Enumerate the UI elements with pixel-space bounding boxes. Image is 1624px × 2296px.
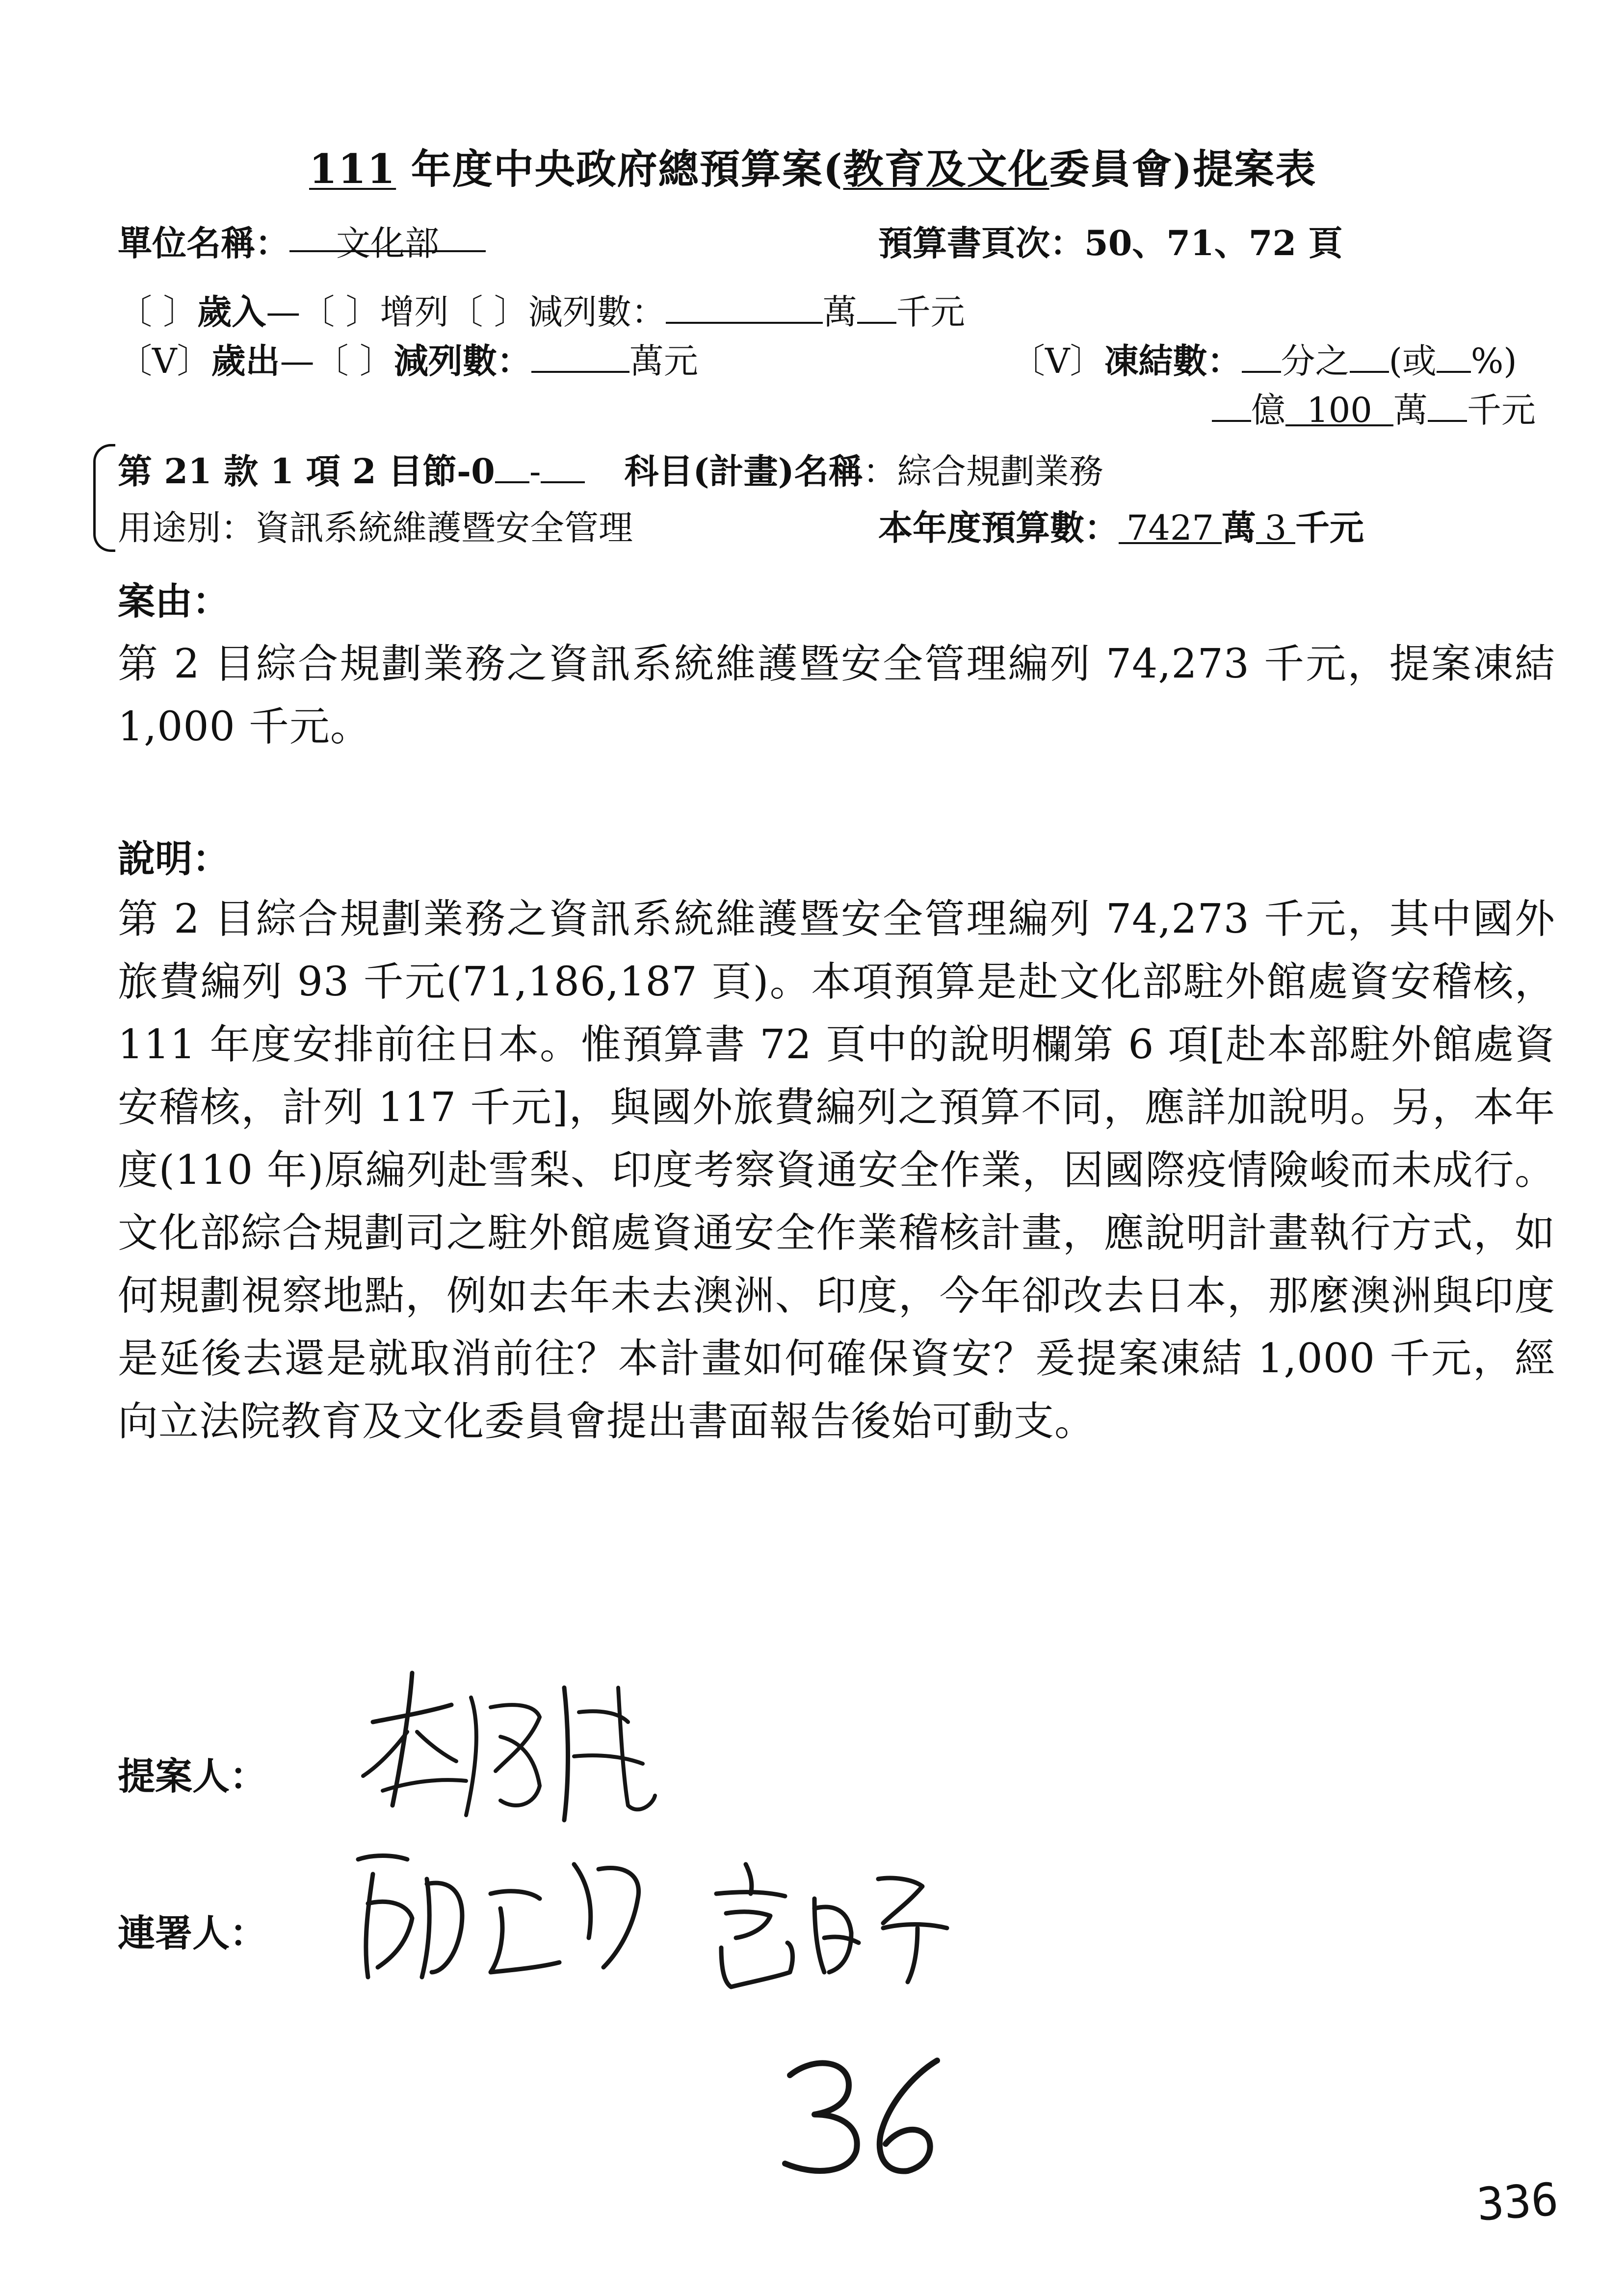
budget-wan: 萬 xyxy=(1222,507,1256,548)
freeze-checkbox: 〔V〕 xyxy=(1011,341,1104,381)
section-label: 第 21 款 1 項 2 目節-0 xyxy=(118,451,495,492)
section-dash: - xyxy=(529,451,541,492)
expense-decrease-blank xyxy=(531,337,629,373)
section-blank-1 xyxy=(495,447,529,483)
explanation-heading: 說明： xyxy=(118,837,230,881)
cosigner-signature-1 xyxy=(343,1830,657,1987)
budget-qian: 千元 xyxy=(1295,507,1364,548)
expense-wanyuan: 萬元 xyxy=(629,341,698,381)
freeze-wan-field xyxy=(1285,390,1393,430)
percent-open: (或 xyxy=(1388,341,1437,381)
freeze-yi: 億 xyxy=(1251,390,1285,430)
pages-value: 50、71、72 頁 xyxy=(1084,223,1343,263)
subject-line xyxy=(118,444,1103,494)
unit-label: 單位名稱： xyxy=(118,223,289,263)
title-text-1: 年度中央政府總預算案( xyxy=(396,146,843,193)
revenue-checkbox: 〔 〕 xyxy=(118,292,198,332)
revenue-qian-blank xyxy=(857,287,896,324)
revenue-wan-unit: 萬 xyxy=(822,292,857,332)
handwritten-number xyxy=(775,2051,952,2178)
document-title xyxy=(309,137,1316,195)
cosigner-signature-2 xyxy=(702,1850,957,1992)
revenue-qian-unit: 千元 xyxy=(896,292,965,332)
revenue-wan-blank xyxy=(666,287,823,324)
subject-bracket xyxy=(93,444,115,552)
fraction-num-blank xyxy=(1350,337,1389,373)
fraction-den-blank xyxy=(1242,337,1281,373)
freeze-wan: 萬 xyxy=(1393,390,1428,430)
budget-amount-line xyxy=(878,500,1364,550)
explanation-text: 第 2 目綜合規劃業務之資訊系統維護暨安全管理編列 74,273 千元，其中國外旅費編列 93 千元(71,186,187 頁)。本項預算是赴文化部駐外館處資安稽核，111 年度安排前往日本。惟預算書 72 頁中的說明欄第 6 項[赴本部駐外館處資安稽核，計列 117 千元]，與國外旅費編列之預算不同，應詳加說明。另，本年度(110 年)原編列赴雪梨、印度考察資通安全作業，因國際疫情險峻而未成行。文化部綜合規劃司之駐外館處資通安全作業稽核計畫，應說明計畫執行方式，如何規劃視察地點，例如去年未去澳洲、印度，今年卻改去日本，那麼澳洲與印度是延後去還是就取消前往？本計畫如何確保資安？爰提案凍結 1,000 千元，經向立法院教育及文化委員會提出書面報告後始可動支。 xyxy=(118,896,1555,1445)
expense-label: 歲出 xyxy=(211,340,280,381)
expense-decrease-label: 減列數： xyxy=(393,340,531,381)
freeze-amount-line xyxy=(1212,383,1536,432)
decrease-checkbox: 〔 〕 xyxy=(448,292,528,332)
usage-value: 資訊系統維護暨安全管理 xyxy=(255,508,633,548)
budget-wan-value: 7427 xyxy=(1126,508,1214,548)
freeze-yi-blank xyxy=(1212,386,1251,422)
expense-dash: — xyxy=(280,341,314,381)
expense-line xyxy=(118,334,698,383)
increase-checkbox: 〔 〕 xyxy=(300,292,380,332)
section-blank-2 xyxy=(541,447,585,483)
expense-checkbox: 〔V〕 xyxy=(118,341,211,381)
title-text-2: 委員會)提案表 xyxy=(1049,146,1317,193)
budget-qian-value: 3 xyxy=(1264,508,1287,548)
fraction-mid: 分之 xyxy=(1281,341,1350,381)
subject-value: 綜合規劃業務 xyxy=(897,451,1103,492)
subject-colon: ： xyxy=(863,451,897,492)
freeze-line xyxy=(1011,334,1517,383)
freeze-qian: 千元 xyxy=(1467,390,1536,430)
subject-label: 科目(計畫)名稱 xyxy=(624,451,863,492)
unit-value-field xyxy=(289,216,486,263)
budget-label: 本年度預算數： xyxy=(878,507,1119,548)
freeze-label: 凍結數： xyxy=(1104,340,1242,381)
cosigner-label: 連署人： xyxy=(118,1911,267,1955)
freeze-qian-blank xyxy=(1428,386,1467,422)
revenue-dash: — xyxy=(266,292,301,332)
budget-wan-field xyxy=(1119,508,1222,548)
budget-qian-field xyxy=(1256,508,1295,548)
page-number: 336 xyxy=(1475,2173,1560,2231)
pages-label: 預算書頁次： xyxy=(878,223,1084,263)
usage-line xyxy=(118,500,633,550)
percent-blank xyxy=(1437,337,1471,373)
proposer-label: 提案人： xyxy=(118,1754,267,1798)
reason-text: 第 2 目綜合規劃業務之資訊系統維護暨安全管理編列 74,273 千元，提案凍結 1,000 千元。 xyxy=(118,641,1555,750)
expense-decrease-checkbox: 〔 〕 xyxy=(314,341,394,381)
budget-pages-line xyxy=(878,216,1343,265)
percent-close: %) xyxy=(1470,341,1517,381)
increase-label: 增列 xyxy=(380,292,449,332)
revenue-label: 歲入 xyxy=(197,291,266,332)
decrease-label: 減列數： xyxy=(528,292,666,332)
title-year: 111 xyxy=(309,146,396,193)
unit-line xyxy=(118,216,486,265)
title-committee: 教育及文化 xyxy=(843,146,1049,193)
proposer-signature xyxy=(353,1658,657,1835)
unit-value: 文化部 xyxy=(336,223,439,263)
freeze-wan-value: 100 xyxy=(1307,390,1372,430)
revenue-line xyxy=(118,285,965,334)
reason-heading: 案由： xyxy=(118,579,230,623)
usage-label: 用途別： xyxy=(118,508,255,548)
